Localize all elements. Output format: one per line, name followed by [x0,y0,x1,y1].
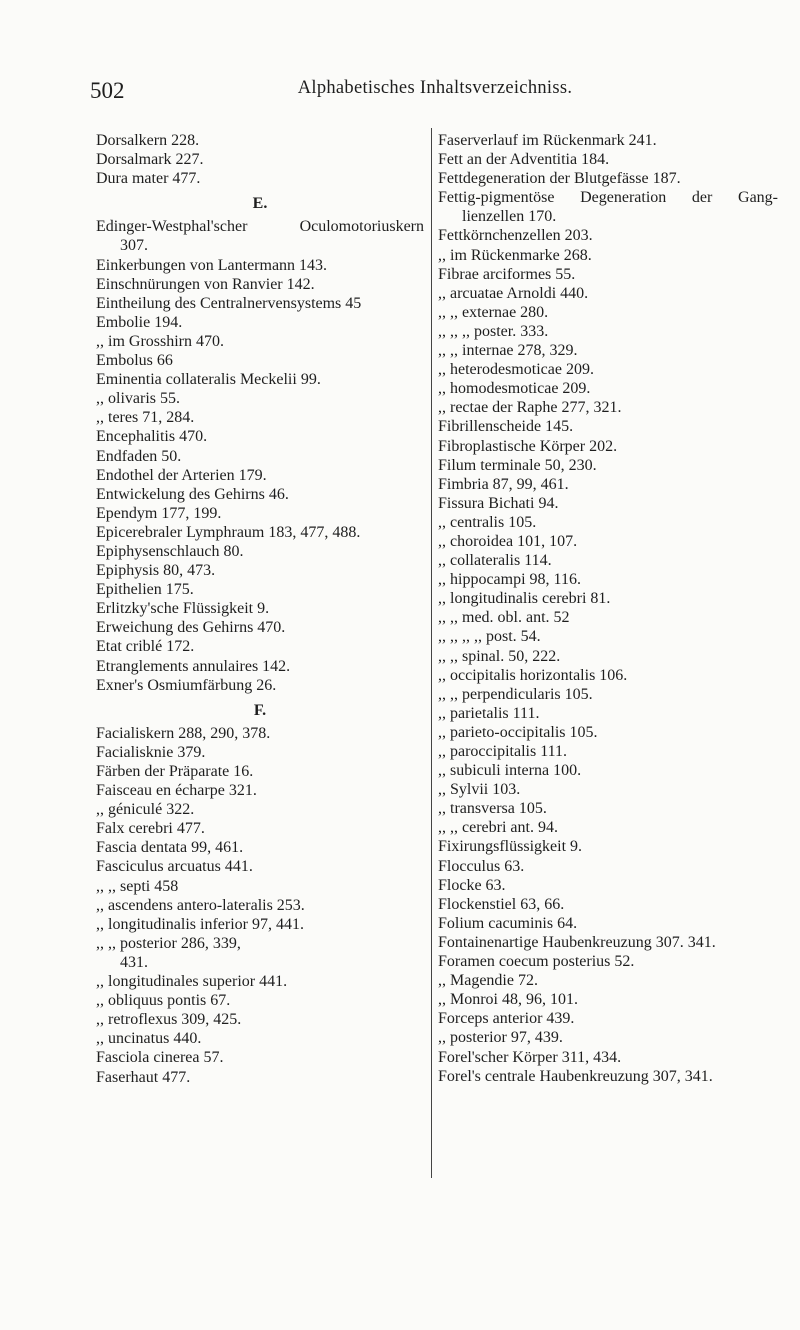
index-entry: ,, im Rückenmarke 268. [438,246,592,264]
index-entry: Dorsalkern 228. [96,132,200,149]
index-entry: Faserverlauf im Rückenmark 241. [438,132,657,149]
index-entry: 307. [120,237,148,255]
index-entry: ,, collateralis 114. [438,552,552,570]
index-entry: Forel'scher Körper 311, 434. [438,1048,622,1066]
index-entry: ,, paroccipitalis 111. [438,743,567,760]
index-entry: ,, retroflexus 309, 425. [96,1011,242,1029]
index-entry: ,, ,, spinal. 50, 222. [438,647,561,665]
index-entry: Fettkörnchenzellen 203. [438,227,593,245]
index-entry: Exner's Osmiumfärbung 26. [96,676,277,694]
index-entry: ,, hippocampi 98, 116. [438,571,581,589]
index-entry: ,, Magendie 72. [438,972,538,990]
index-entry: Fettig-pigmentöse Degeneration der Gang- [438,189,778,207]
index-entry: ,, ,, cerebri ant. 94. [438,819,558,837]
index-entry: ,, arcuatae Arnoldi 440. [438,284,589,302]
index-entry: Epiphysis 80, 473. [96,562,216,580]
index-entry: ,, ,, externae 280. [438,303,549,321]
index-entry: ,, rectae der Raphe 277, 321. [438,399,622,417]
index-entry: Encephalitis 470. [96,428,208,446]
index-entry: Fasciculus arcuatus 441. [96,858,253,876]
index-entry: Endfaden 50. [96,447,182,465]
index-entry: Fibrillenscheide 145. [438,418,574,436]
index-entry: ,, subiculi interna 100. [438,762,582,780]
index-entry: ,, heterodesmoticae 209. [438,361,594,379]
index-entry: Erlitzky'sche Flüssigkeit 9. [96,600,270,618]
index-entry: Fasciola cinerea 57. [96,1049,224,1067]
index-entry: ,, ,, internae 278, 329. [438,342,578,360]
index-entry: Fixirungsflüssigkeit 9. [438,838,583,856]
index-entry: Flockenstiel 63, 66. [438,895,565,913]
index-entry: ,, obliquus pontis 67. [96,992,231,1010]
index-entry: ,, longitudinalis inferior 97, 441. [96,915,304,933]
index-entry: Falx cerebri 477. [96,820,205,838]
index-entry: ,, occipitalis horizontalis 106. [438,666,628,684]
index-entry: Flocke 63. [438,876,506,894]
index-entry: Fascia dentata 99, 461. [96,839,244,857]
index-entry: ,, ,, ,, poster. 333. [438,322,549,340]
index-entry: Faisceau en écharpe 321. [96,782,257,800]
index-entry: Faserhaut 477. [96,1068,191,1086]
index-entry: ,, ,, posterior 286, 339, [96,934,241,952]
index-entry: Färben der Präparate 16. [96,763,254,780]
index-entry: Fimbria 87, 99, 461. [438,475,569,493]
index-entry: Folium cacuminis 64. [438,914,578,932]
index-entry: Epiphysenschlauch 80. [96,542,244,560]
index-entry: Forel's centrale Haubenkreuzung 307, 341. [438,1067,713,1085]
page-header [90,78,780,108]
index-entry: lienzellen 170. [462,208,557,226]
index-entry: Dorsalmark 227. [96,151,204,169]
index-entry: ,, teres 71, 284. [96,409,195,427]
index-entry: ,, ,, septi 458 [96,877,179,895]
index-entry: Filum terminale 50, 230. [438,456,597,474]
index-entry: Facialisknie 379. [96,743,206,761]
section-letter: E. [252,195,268,213]
index-entry: Edinger-Westphal'scher Oculomotoriuskern [96,218,424,236]
index-entry: Embolie 194. [96,313,183,331]
index-entry: ,, ascendens antero-lateralis 253. [96,896,305,914]
index-entry: ,, posterior 97, 439. [438,1029,563,1047]
index-entry: ,, parietalis 111. [438,704,540,722]
index-entry: ,, im Grosshirn 470. [96,332,224,350]
index-entry: ,, transversa 105. [438,800,547,818]
index-column-right [438,131,778,1086]
index-entry: Flocculus 63. [438,857,525,875]
index-entry: ,, ,, perpendicularis 105. [438,685,593,703]
index-entry: ,, homodesmoticae 209. [438,380,591,398]
index-entry: Foramen coecum posterius 52. [438,953,635,971]
index-entry: Endothel der Arterien 179. [96,466,267,484]
index-entry: ,, choroidea 101, 107. [438,532,578,550]
index-entry: Etranglements annulaires 142. [96,657,291,675]
column-divider [431,128,432,1178]
index-entry: ,, uncinatus 440. [96,1030,202,1048]
index-entry: ,, parieto-occipitalis 105. [438,723,598,741]
index-entry: Fissura Bichati 94. [438,494,559,512]
index-entry: ,, Monroi 48, 96, 101. [438,991,578,1009]
index-entry: Fontainenartige Haubenkreuzung 307. 341. [438,933,716,951]
section-letter: F. [253,701,267,719]
index-entry: Dura mater 477. [96,170,201,188]
index-entry: ,, longitudinalis cerebri 81. [438,590,611,608]
index-entry: Epithelien 175. [96,581,194,599]
index-entry: Fibroplastische Körper 202. [438,437,618,455]
index-column-left [96,131,424,1087]
index-entry: Einkerbungen von Lantermann 143. [96,256,328,274]
index-entry: Fibrae arciformes 55. [438,265,576,283]
index-entry: Facialiskern 288, 290, 378. [96,724,271,742]
index-entry: Fettdegeneration der Blutgefässe 187. [438,170,681,188]
index-entry: Eminentia collateralis Meckelii 99. [96,371,321,389]
index-entry: Eintheilung des Centralnervensystems 45 [96,294,362,312]
page-number: 502 [90,78,125,103]
index-entry: ,, ,, ,, ,, post. 54. [438,628,541,646]
index-entry: ,, ,, med. obl. ant. 52 [438,609,570,627]
running-title: Alphabetisches Inhaltsverzeichniss. [297,78,573,98]
index-entry: Embolus 66 [96,352,173,370]
index-entry: Entwickelung des Gehirns 46. [96,485,289,503]
index-entry: Einschnürungen von Ranvier 142. [96,275,315,293]
index-entry: Fett an der Adventitia 184. [438,151,610,169]
index-entry: 431. [120,953,148,971]
index-entry: Forceps anterior 439. [438,1010,575,1028]
index-entry: ,, Sylvii 103. [438,781,521,799]
index-entry: ,, centralis 105. [438,513,537,531]
index-entry: ,, olivaris 55. [96,390,180,408]
index-entry: Ependym 177, 199. [96,504,222,522]
index-entry: Erweichung des Gehirns 470. [96,619,286,637]
index-entry: ,, longitudinales superior 441. [96,973,288,991]
index-entry: ,, géniculé 322. [96,801,195,819]
index-entry: Epicerebraler Lymphraum 183, 477, 488. [96,523,361,541]
index-entry: Etat criblé 172. [96,638,195,656]
